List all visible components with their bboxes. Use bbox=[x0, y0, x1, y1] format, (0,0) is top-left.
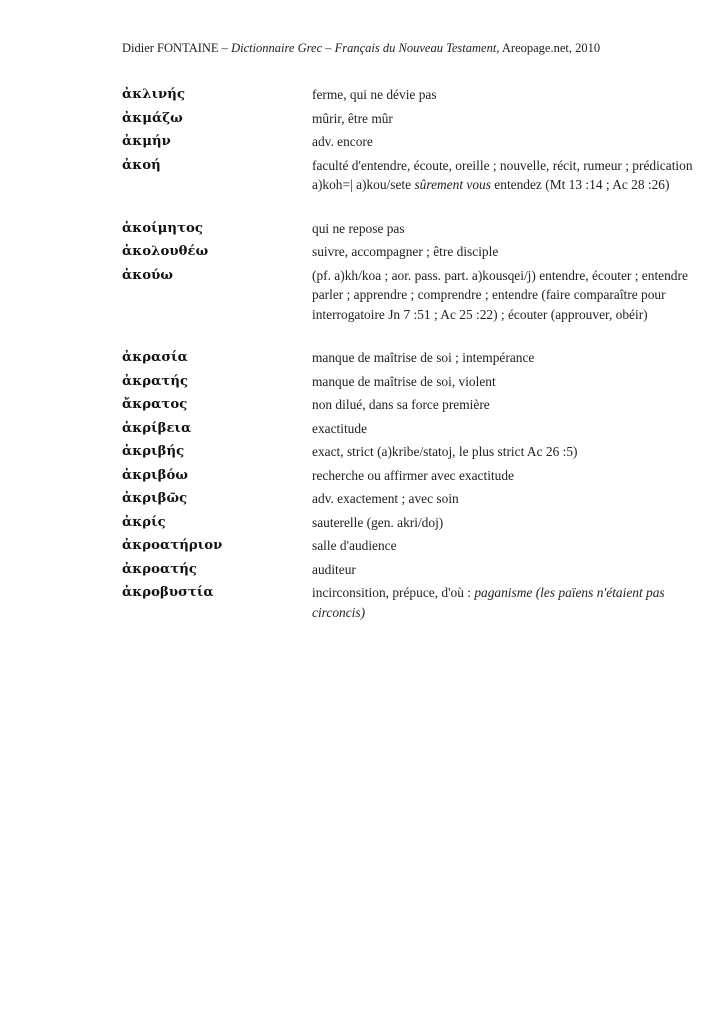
definition bbox=[312, 560, 728, 580]
dictionary-entry bbox=[122, 372, 728, 392]
definition-line: non dilué, dans sa force première bbox=[312, 397, 490, 412]
definition bbox=[312, 348, 728, 368]
definition bbox=[312, 466, 728, 486]
headword: ἀκοή bbox=[122, 157, 161, 173]
definition-line bbox=[312, 175, 728, 195]
dictionary-entry bbox=[122, 560, 728, 580]
dictionary-entries bbox=[122, 85, 728, 626]
definition-line: mûrir, être mûr bbox=[312, 110, 393, 126]
dictionary-entry bbox=[122, 219, 728, 239]
definition bbox=[312, 536, 728, 556]
headword: ἀκμάζω bbox=[122, 110, 183, 126]
dictionary-entry bbox=[122, 442, 728, 462]
definition bbox=[312, 156, 728, 195]
headword: ἀκρίς bbox=[122, 514, 166, 530]
headword: ἀκρατής bbox=[122, 373, 189, 389]
definition bbox=[312, 132, 728, 152]
definition bbox=[312, 489, 728, 509]
definition-line: adv. exactement ; avec soin bbox=[312, 491, 459, 506]
definition-text: entendez (Mt 13 :14 ; Ac 28 :26) bbox=[490, 177, 670, 192]
definition-line: recherche ou affirmer avec exactitude bbox=[312, 467, 514, 483]
definition bbox=[312, 219, 728, 239]
definition-emphasis: paganisme (les païens n'étaient pas bbox=[474, 585, 665, 600]
definition bbox=[312, 419, 728, 439]
definition-line: suivre, accompagner ; être disciple bbox=[312, 244, 499, 259]
definition bbox=[312, 513, 728, 533]
headword: ἀκροατής bbox=[122, 561, 198, 577]
definition-line: faculté d'entendre, écoute, oreille ; nouvelle, récit, rumeur ; prédication bbox=[312, 157, 693, 173]
definition bbox=[312, 442, 728, 462]
dictionary-entry bbox=[122, 242, 728, 262]
dictionary-entry bbox=[122, 419, 728, 439]
headword: ἀκρασία bbox=[122, 350, 188, 365]
dictionary-entry bbox=[122, 266, 728, 325]
headword: ἀκούω bbox=[122, 267, 174, 283]
definition bbox=[312, 109, 728, 129]
definition bbox=[312, 242, 728, 262]
definition-line bbox=[312, 583, 728, 603]
headword: ἄκρατος bbox=[122, 397, 188, 412]
definition-text: a)koh=| a)kou/sete bbox=[312, 177, 415, 192]
dictionary-entry bbox=[122, 156, 728, 195]
definition bbox=[312, 266, 728, 325]
definition-line: exactitude bbox=[312, 420, 368, 436]
definition-line: qui ne repose pas bbox=[312, 220, 405, 236]
dictionary-entry bbox=[122, 466, 728, 486]
dictionary-entry bbox=[122, 395, 728, 415]
header-author: Didier FONTAINE – bbox=[122, 41, 228, 55]
headword: ἀκμήν bbox=[122, 134, 171, 149]
dictionary-entry bbox=[122, 85, 728, 105]
definition-line: circoncis) bbox=[312, 604, 366, 620]
definition-line: (pf. a)kh/koa ; aor. pass. part. a)kousqei/j) entendre, écouter ; entendre bbox=[312, 267, 688, 283]
definition bbox=[312, 372, 728, 392]
headword: ἀκροατήριον bbox=[122, 538, 223, 553]
definition-line: salle d'audience bbox=[312, 538, 397, 553]
dictionary-entry bbox=[122, 513, 728, 533]
dictionary-entry bbox=[122, 489, 728, 509]
dictionary-entry bbox=[122, 536, 728, 556]
headword: ἀκλινής bbox=[122, 87, 186, 102]
headword: ἀκολουθέω bbox=[122, 244, 209, 259]
dictionary-entry bbox=[122, 348, 728, 368]
header-publisher: , Areopage.net, 2010 bbox=[496, 41, 601, 55]
definition bbox=[312, 395, 728, 415]
header-title: Dictionnaire Grec – Français du Nouveau Testament bbox=[231, 41, 497, 55]
headword: ἀκροβυστία bbox=[122, 585, 214, 600]
definition bbox=[312, 85, 728, 105]
definition-line: manque de maîtrise de soi, violent bbox=[312, 373, 496, 389]
headword: ἀκοίμητος bbox=[122, 220, 204, 236]
definition-line: sauterelle (gen. akri/doj) bbox=[312, 514, 444, 530]
definition-line: auditeur bbox=[312, 561, 356, 577]
definition bbox=[312, 583, 728, 622]
headword: ἀκριβῶς bbox=[122, 491, 188, 506]
dictionary-entry bbox=[122, 109, 728, 129]
definition-emphasis: sûrement vous bbox=[414, 177, 491, 192]
dictionary-entry bbox=[122, 583, 728, 622]
definition-line: ferme, qui ne dévie pas bbox=[312, 87, 437, 102]
page-header bbox=[122, 41, 600, 56]
headword: ἀκρίβεια bbox=[122, 420, 192, 436]
definition-line: interrogatoire Jn 7 :51 ; Ac 25 :22) ; écouter (approuver, obéir) bbox=[312, 306, 648, 322]
definition-text: incirconsition, prépuce, d'où : bbox=[312, 585, 475, 600]
definition-line: parler ; apprendre ; comprendre ; entendre (faire comparaître pour bbox=[312, 287, 666, 302]
definition-line: manque de maîtrise de soi ; intempérance bbox=[312, 350, 535, 365]
definition-line: adv. encore bbox=[312, 134, 373, 149]
definition-line: exact, strict (a)kribe/statoj, le plus strict Ac 26 :5) bbox=[312, 444, 578, 459]
headword: ἀκριβόω bbox=[122, 467, 188, 483]
dictionary-entry bbox=[122, 132, 728, 152]
headword: ἀκριβής bbox=[122, 444, 185, 459]
